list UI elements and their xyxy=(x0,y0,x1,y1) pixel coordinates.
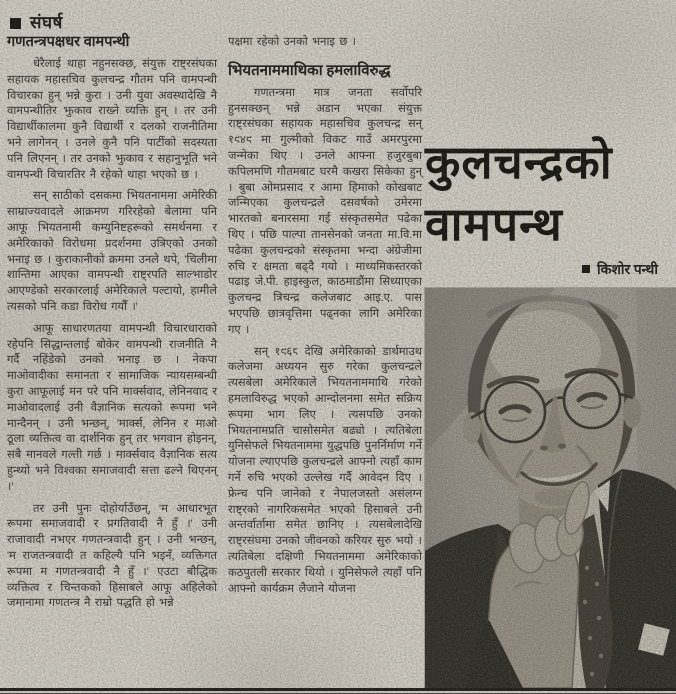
article-paragraph: आफू साधारणतया वामपन्थी विचारधाराको रहेपनि सिद्धान्तलाई बोकेर वामपन्थी राजनीति नै गर्दै नहिंडेको उनको भनाइ छ । नेकपा माओवादीका समानता र सामाजिक न्यायसम्बन्धी कुरा आफूलाई मन परे पनि मार्क्सवाद, लेनिनवाद र माओवादलाई उनी वैज्ञानिक सत्यको रूपमा भने मान्दैनन् । उनी भन्छन्, 'मार्क्स, लेनिन र माओ ठूला व्यक्तित्व वा दार्शनिक हुन् तर भगवान होइनन्, सबै मानवले गल्ती गर्छ । मार्क्सवाद वैज्ञानिक सत्य हुन्थ्यो भने विश्वका समाजवादी सत्ता ढल्ने थिएनन् ।' xyxy=(7,322,217,493)
left-column-heading: गणतन्त्रपक्षधर वामपन्थी xyxy=(7,34,130,50)
article-column-left xyxy=(7,33,217,612)
headline-line-1: कुलचन्द्रको xyxy=(425,135,613,189)
bottom-rule xyxy=(0,688,676,691)
article-paragraph: धेरैलाई थाहा नहुनसक्छ, संयुक्त राष्ट्रसंघका सहायक महासचिव कुलचन्द्र गौतम पनि वामपन्थी विचारका हुन् भन्ने कुरा । उनी युवा अवस्थादेखि नै वामपन्थीतिर झुकाव राख्ने व्यक्ति हुन् । तर उनी विद्यार्थीकालमा कुनै विद्यार्थी र दलको राजनीतिमा भने लागेनन् । उनले कुनै पनि पार्टीको सदस्यता पनि लिएनन् । तर उनको झुकाव र सहानुभूति भने वामपन्थी विचारतिर नै रहेको थाहा भएको छ । xyxy=(7,58,217,181)
article-paragraph: सन् १९६८ देखि अमेरिकाको डार्थमाउथ कलेजमा अध्ययन सुरु गरेका कुलचन्द्रले त्यसबेला अमेरिकाले भियतनाममाथि गरेको हमलाविरुद्ध भएको आन्दोलनमा समेत सक्रिय रूपमा भाग लिए । त्यसपछि उनको भियतनामप्रति चासोसमेत बढ्यो । त्यतिबेला युनिसेफले भियतनाममा युद्धपछि पुनर्निर्माण गर्ने योजना ल्याएपछि कुलचन्द्रले आफ्नो त्यहाँ काम गर्ने रुचि भएको उल्लेख गर्दै आवेदन दिए । फ्रेन्च पनि जानेको र नेपालजस्तो असंलग्न राष्ट्रको नागरिकसमेत भएको हिसाबले उनी अन्तर्वार्तामा समेत छानिए । त्यसबेलादेखि राष्ट्रसंघमा उनको जीवनको करियर सुरु भयो । त्यतिबेला दक्षिणी भियतनाममा अमेरिकाको कठपुतली सरकार थियो । युनिसेफले त्यहाँ पनि आफ्नो कार्यक्रम लैजाने योजना xyxy=(228,345,422,595)
section-label: संघर्ष xyxy=(30,13,63,32)
byline xyxy=(425,260,676,279)
article-paragraph: गणतन्त्रमा मात्र जनता सर्वोपरि हुनसक्छन् भन्ने अडान भएका संयुक्त राष्ट्रसंघका सहायक महासचिव कुलचन्द्र सन् १९४९ मा गुल्मीको विकट गाउँ अमरपुरमा जन्मेका थिए । उनले आफ्ना हजुरबुबा कपिलमणि गौतमबाट घरमै कखरा सिकेका हुन् । बुबा ओमप्रसाद र आमा हिमाको कोखबाट जन्मिएका कुलचन्द्रले दसवर्षको उमेरमा भारतको बनारसमा गई संस्कृतसमेत पढेका थिए । पछि पाल्पा तानसेनको जनता मा.वि.मा पढेका कुलचन्द्रको संस्कृतमा भन्दा अंग्रेजीमा रुचि र क्षमता बढ्दै गयो । माध्यमिकस्तरको पढाइ जे.पी. हाइस्कुल, काठमाडौंमा सिध्याएका कुलचन्द्र त्रिचन्द्र कलेजबाट आइ.ए. पास भएपछि छात्रवृत्तिमा पढ्नका लागि अमेरिका गए । xyxy=(228,86,422,336)
portrait-photo xyxy=(425,288,676,688)
feature-headline xyxy=(425,131,676,255)
section-header xyxy=(10,10,63,33)
byline-name: किशोर पन्थी xyxy=(596,263,658,278)
headline-line-2: वामपन्थ xyxy=(425,197,563,251)
middle-column-subheading: भियतनाममाथिका हमलाविरुद्ध xyxy=(228,62,391,79)
continuation-line: पक्षमा रहेको उनको भनाइ छ । xyxy=(228,36,356,48)
portrait-photo-illustration xyxy=(425,288,676,688)
article-column-middle xyxy=(228,33,422,597)
section-bullet-icon xyxy=(10,18,21,29)
article-paragraph: सन् साठीको दसकमा भियतनाममा अमेरिकी साम्राज्यवादले आक्रमण गरिरहेको बेलामा पनि आफू भियतनामी कम्युनिष्टहरूको समर्थनमा र अमेरिकाको विरोधमा प्रदर्शनमा उत्रिएको उनको भनाइ छ । कुराकानीको क्रममा उनले थपे, 'चिलीमा शान्तिमा आएका वामपन्थी राष्ट्रपति साल्भाडोर आएण्डेको सरकारलाई अमेरिकाले पल्टायो, हामीले त्यसको पनि कडा विरोध गर्यौं ।' xyxy=(7,190,217,313)
byline-bullet-icon xyxy=(582,265,590,273)
feature-block xyxy=(425,131,676,688)
article-paragraph: तर उनी पुनः दोहोर्याउँछन्, 'म आधारभूत रूपमा समाजवादी र प्रगतिवादी नै हुँ ।' उनी राजावादी नभएर गणतन्त्रवादी हुन् । उनी भन्छन्, 'म राजतन्त्रवादी त कहिल्यै पनि भइनँ, व्यक्तिगत रूपमा म गणतन्त्रवादी नै हुँ ।' एउटा बौद्धिक व्यक्तित्व र चिन्तकको हिसाबले आफू अहिलेको जमानामा गणतन्त्र नै राम्रो पद्धति हो भन्ने xyxy=(7,502,217,610)
